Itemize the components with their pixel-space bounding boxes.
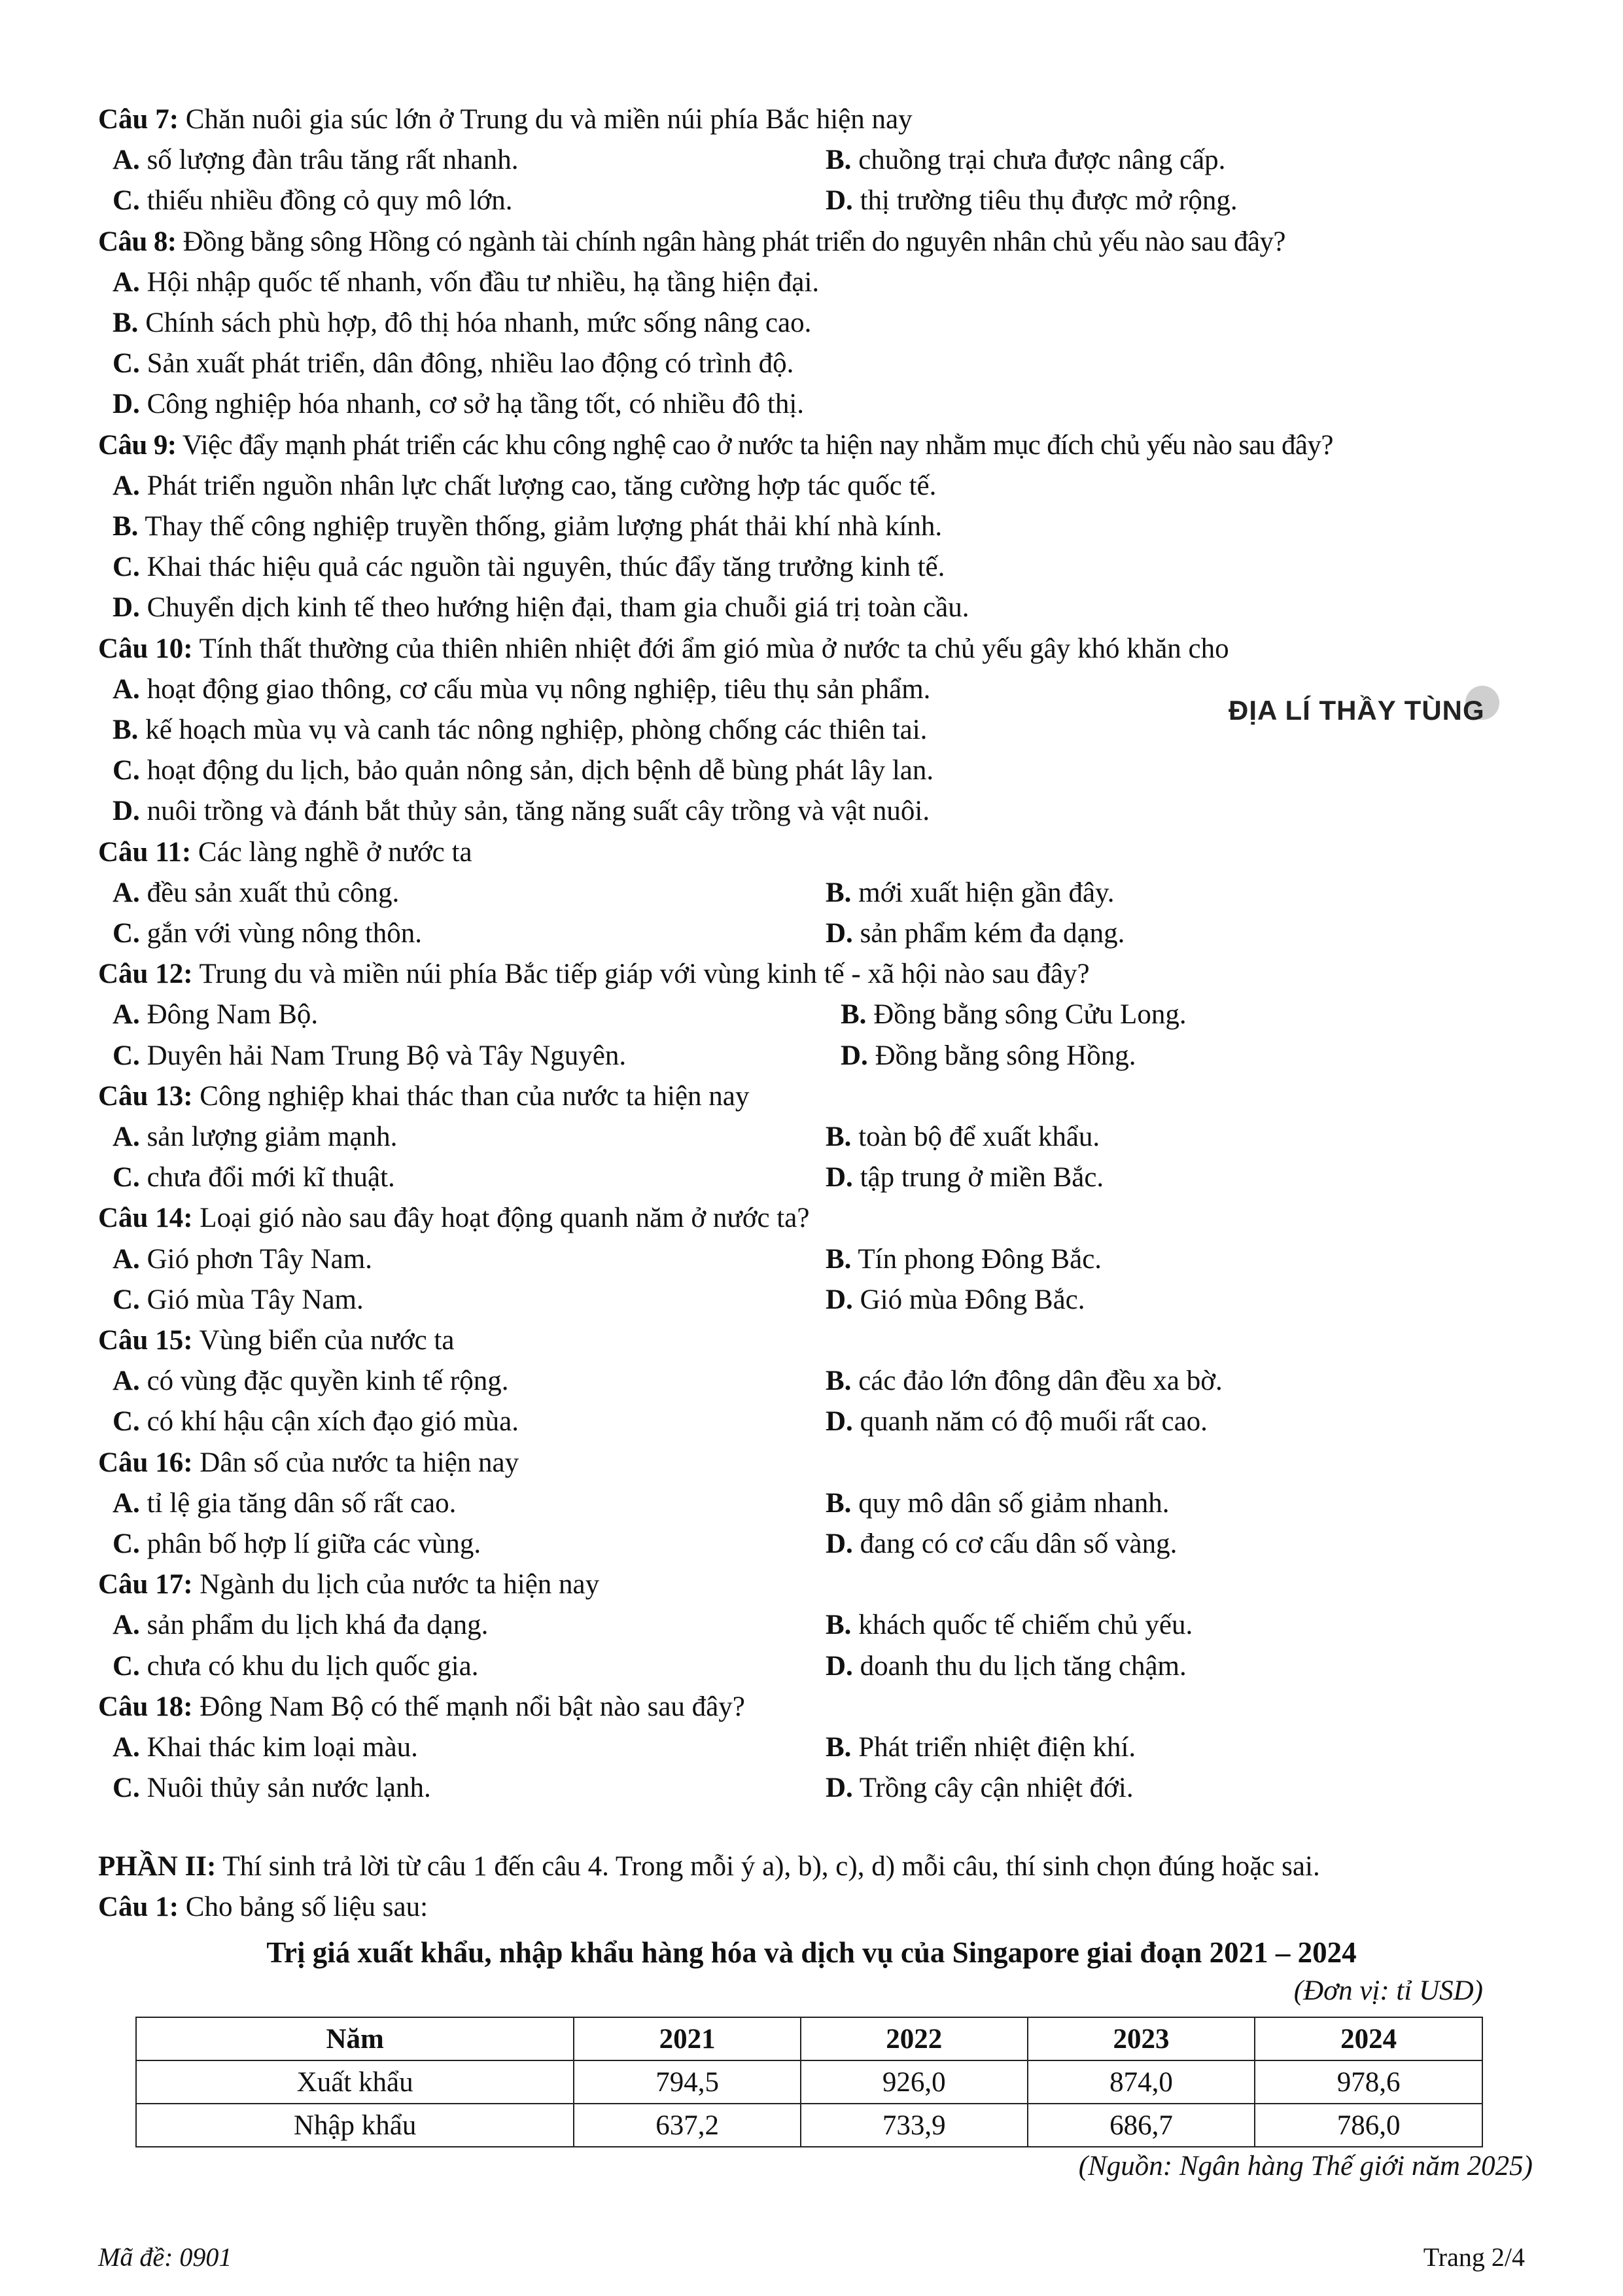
table-cell: Nhập khẩu <box>136 2104 574 2147</box>
option-label: B. <box>826 1732 852 1763</box>
watermark-text-1: ĐỊA LÍ <box>1229 695 1319 726</box>
answer-option <box>826 1117 1100 1157</box>
option-text: Gió mùa Đông Bắc. <box>852 1284 1085 1315</box>
table-cell: 786,0 <box>1255 2104 1482 2147</box>
option-text: tỉ lệ gia tăng dân số rất cao. <box>139 1487 457 1519</box>
question-stem <box>98 425 1333 466</box>
option-text: Công nghiệp hóa nhanh, cơ sở hạ tầng tốt, có nhiều đô thị. <box>139 389 805 420</box>
option-label: B. <box>826 877 852 908</box>
option-text: sản lượng giảm mạnh. <box>139 1122 398 1152</box>
question-stem <box>98 832 472 873</box>
answer-option <box>826 1483 1170 1524</box>
answer-option <box>113 1768 431 1809</box>
option-label: C. <box>113 1284 140 1315</box>
answer-option <box>826 1402 1208 1442</box>
question-text: Công nghiệp khai thác than của nước ta hiện nay <box>192 1080 750 1112</box>
question-number: Câu 18: <box>98 1691 193 1722</box>
option-text: Thay thế công nghiệp truyền thống, giảm lượng phát thải khí nhà kính. <box>138 511 943 542</box>
answer-option <box>113 1239 372 1280</box>
question-number: Câu 13: <box>98 1080 193 1112</box>
part2-heading <box>98 1846 1320 1887</box>
question-text: Đông Nam Bộ có thế mạnh nổi bật nào sau đây? <box>192 1691 745 1722</box>
table-unit: (Đơn vị: tỉ USD) <box>1293 1975 1483 2006</box>
option-text: doanh thu du lịch tăng chậm. <box>852 1650 1187 1682</box>
option-text: chưa đổi mới kĩ thuật. <box>139 1162 395 1193</box>
table-cell: 686,7 <box>1028 2104 1255 2147</box>
option-text: hoạt động du lịch, bảo quản nông sản, dịch bệnh dễ bùng phát lây lan. <box>139 755 934 786</box>
watermark-text-2: THẦY TÙNG <box>1319 695 1485 726</box>
option-text: hoạt động giao thông, cơ cấu mùa vụ nông nghiệp, tiêu thụ sản phẩm. <box>139 673 931 705</box>
option-text: các đảo lớn đông dân đều xa bờ. <box>851 1366 1223 1397</box>
header-cell: 2023 <box>1028 2017 1255 2060</box>
option-label: B. <box>113 511 139 542</box>
answer-option <box>113 995 318 1035</box>
question-stem <box>98 1687 745 1727</box>
option-text: Nuôi thủy sản nước lạnh. <box>139 1773 431 1804</box>
option-label: C. <box>113 552 140 583</box>
answer-option <box>841 1036 1136 1076</box>
answer-option <box>113 1524 481 1564</box>
header-cell: Năm <box>136 2017 574 2060</box>
table-source: (Nguồn: Ngân hàng Thế giới năm 2025) <box>1078 2151 1533 2181</box>
answer-option <box>826 1157 1104 1198</box>
option-text: đều sản xuất thủ công. <box>139 877 400 908</box>
answer-option <box>826 1768 1134 1809</box>
option-label: A. <box>113 673 140 705</box>
question-text: Trung du và miền núi phía Bắc tiếp giáp với vùng kinh tế - xã hội nào sau đây? <box>192 959 1090 990</box>
option-label: C. <box>113 1773 140 1804</box>
answer-option <box>113 344 794 384</box>
question-number: Câu 17: <box>98 1569 193 1600</box>
answer-option <box>113 751 934 791</box>
answer-option <box>113 384 804 425</box>
question-stem <box>98 1564 599 1605</box>
option-label: D. <box>826 1284 853 1315</box>
answer-option <box>113 1280 364 1320</box>
table-title: Trị giá xuất khẩu, nhập khẩu hàng hóa và dịch vụ của Singapore giai đoạn 2021 – 2024 <box>266 1936 1357 1969</box>
answer-option <box>113 1361 508 1402</box>
question-number: Câu 9: <box>98 429 177 461</box>
option-label: A. <box>113 145 140 176</box>
data-table <box>135 2017 1483 2147</box>
option-label: D. <box>826 1406 853 1438</box>
option-label: A. <box>113 266 140 298</box>
option-label: B. <box>841 999 867 1031</box>
option-label: C. <box>113 348 140 380</box>
question-text: Các làng nghề ở nước ta <box>191 836 472 868</box>
answer-option <box>113 1117 397 1157</box>
page-number: Trang 2/4 <box>1423 2242 1525 2272</box>
question-text: Đồng bằng sông Hồng có ngành tài chính ngân hàng phát triển do nguyên nhân chủ yếu nào sau đây? <box>176 226 1285 257</box>
option-text: phân bố hợp lí giữa các vùng. <box>139 1528 481 1559</box>
option-text: có khí hậu cận xích đạo gió mùa. <box>139 1406 519 1438</box>
option-text: gắn với vùng nông thôn. <box>139 918 423 949</box>
question-text: Ngành du lịch của nước ta hiện nay <box>192 1569 600 1600</box>
table-cell: 637,2 <box>574 2104 801 2147</box>
option-text: Hội nhập quốc tế nhanh, vốn đầu tư nhiều, hạ tầng hiện đại. <box>139 266 820 298</box>
question-text: Việc đẩy mạnh phát triển các khu công nghệ cao ở nước ta hiện nay nhằm mục đích chủ yếu nào sau đây? <box>176 429 1333 461</box>
answer-option <box>113 140 518 181</box>
question-stem <box>98 954 1090 995</box>
option-text: nuôi trồng và đánh bắt thủy sản, tăng năng suất cây trồng và vật nuôi. <box>139 796 930 827</box>
question-number: Câu 12: <box>98 959 193 990</box>
answer-option <box>113 1157 395 1198</box>
answer-option <box>113 1036 626 1076</box>
question-text: Dân số của nước ta hiện nay <box>192 1447 519 1478</box>
option-label: A. <box>113 1122 140 1152</box>
table-header-row <box>136 2017 1482 2060</box>
option-label: D. <box>826 1162 853 1193</box>
question-stem <box>98 629 1229 669</box>
option-text: Phát triển nhiệt điện khí. <box>851 1732 1136 1763</box>
question-number: Câu 16: <box>98 1447 193 1478</box>
table-cell: 733,9 <box>801 2104 1028 2147</box>
option-label: A. <box>113 1487 140 1519</box>
option-label: C. <box>113 1406 140 1438</box>
exam-code: Mã đề: 0901 <box>98 2242 232 2272</box>
option-label: D. <box>841 1040 868 1071</box>
option-text: Gió phơn Tây Nam. <box>139 1243 372 1275</box>
option-text: thiếu nhiều đồng cỏ quy mô lớn. <box>139 185 513 217</box>
option-label: A. <box>113 1366 140 1397</box>
answer-option <box>113 1483 456 1524</box>
option-text: quy mô dân số giảm nhanh. <box>851 1487 1170 1519</box>
option-text: Trồng cây cận nhiệt đới. <box>852 1773 1134 1804</box>
option-text: Chuyển dịch kinh tế theo hướng hiện đại, tham gia chuỗi giá trị toàn cầu. <box>139 592 969 624</box>
part2-q1-text: Cho bảng số liệu sau: <box>179 1892 428 1922</box>
answer-option <box>826 913 1125 954</box>
question-stem <box>98 1198 809 1239</box>
question-text: Vùng biển của nước ta <box>192 1325 455 1356</box>
option-text: tập trung ở miền Bắc. <box>852 1162 1104 1193</box>
header-cell: 2024 <box>1255 2017 1482 2060</box>
question-text: Chăn nuôi gia súc lớn ở Trung du và miền núi phía Bắc hiện nay <box>179 104 913 135</box>
question-number: Câu 15: <box>98 1325 193 1356</box>
option-label: C. <box>113 185 140 217</box>
answer-option <box>113 588 969 628</box>
question-number: Câu 11: <box>98 836 192 868</box>
option-text: sản phẩm kém đa dạng. <box>852 918 1125 949</box>
header-cell: 2022 <box>801 2017 1028 2060</box>
option-text: số lượng đàn trâu tăng rất nhanh. <box>139 145 519 176</box>
option-text: toàn bộ để xuất khẩu. <box>851 1122 1100 1152</box>
option-text: mới xuất hiện gần đây. <box>851 877 1115 908</box>
table-row <box>136 2060 1482 2104</box>
table-cell: Xuất khẩu <box>136 2060 574 2104</box>
watermark-logo <box>1229 695 1485 726</box>
option-text: Đồng bằng sông Hồng. <box>867 1040 1136 1071</box>
answer-option <box>113 262 819 303</box>
option-text: Đồng bằng sông Cửu Long. <box>866 999 1187 1031</box>
option-text: sản phẩm du lịch khá đa dạng. <box>139 1610 489 1641</box>
option-text: Phát triển nguồn nhân lực chất lượng cao, tăng cường hợp tác quốc tế. <box>139 470 937 501</box>
option-label: C. <box>113 1650 140 1682</box>
answer-option <box>113 1646 478 1687</box>
option-text: Gió mùa Tây Nam. <box>139 1284 364 1315</box>
answer-option <box>826 1646 1187 1687</box>
option-label: D. <box>826 1650 853 1682</box>
answer-option <box>826 1605 1193 1646</box>
option-label: A. <box>113 1610 140 1641</box>
option-label: D. <box>113 796 140 827</box>
question-stem <box>98 1076 749 1117</box>
answer-option <box>113 303 811 344</box>
option-label: B. <box>113 308 139 338</box>
option-text: có vùng đặc quyền kinh tế rộng. <box>139 1366 509 1397</box>
question-stem <box>98 1320 454 1361</box>
question-stem <box>98 1443 519 1483</box>
answer-option <box>826 1239 1102 1280</box>
table-cell: 874,0 <box>1028 2060 1255 2104</box>
option-label: B. <box>826 1366 852 1397</box>
part2-instruction: Thí sinh trả lời từ câu 1 đến câu 4. Trong mỗi ý a), b), c), d) mỗi câu, thí sinh chọn đúng hoặc sai. <box>216 1851 1320 1882</box>
option-label: C. <box>113 918 140 949</box>
option-text: Tín phong Đông Bắc. <box>851 1243 1102 1275</box>
answer-option <box>826 873 1115 913</box>
header-cell: 2021 <box>574 2017 801 2060</box>
option-text: khách quốc tế chiếm chủ yếu. <box>851 1610 1193 1641</box>
option-label: D. <box>826 1773 853 1804</box>
option-text: Khai thác hiệu quả các nguồn tài nguyên, thúc đẩy tăng trưởng kinh tế. <box>139 552 945 583</box>
question-number: Câu 14: <box>98 1203 193 1234</box>
option-label: A. <box>113 877 140 908</box>
option-label: A. <box>113 470 140 501</box>
question-text: Tính thất thường của thiên nhiên nhiệt đới ẩm gió mùa ở nước ta chủ yếu gây khó khăn cho <box>192 633 1229 664</box>
option-label: C. <box>113 755 140 786</box>
option-label: B. <box>826 1610 852 1641</box>
option-label: C. <box>113 1040 140 1071</box>
answer-option <box>113 1402 519 1442</box>
question-text: Loại gió nào sau đây hoạt động quanh năm ở nước ta? <box>192 1203 810 1234</box>
option-label: D. <box>113 592 140 624</box>
answer-option <box>113 466 936 506</box>
answer-option <box>113 181 513 221</box>
option-label: D. <box>826 918 853 949</box>
table-cell: 794,5 <box>574 2060 801 2104</box>
option-label: C. <box>113 1528 140 1559</box>
option-text: Khai thác kim loại màu. <box>139 1732 418 1763</box>
part2-q1-id: Câu 1: <box>98 1892 179 1922</box>
answer-option <box>113 1605 488 1646</box>
option-label: B. <box>826 1122 852 1152</box>
answer-option <box>113 710 927 751</box>
option-text: Đông Nam Bộ. <box>139 999 319 1031</box>
option-label: A. <box>113 999 140 1031</box>
option-text: chuồng trại chưa được nâng cấp. <box>851 145 1226 176</box>
option-label: B. <box>826 145 852 176</box>
part2-label: PHẦN II: <box>98 1851 217 1882</box>
option-text: chưa có khu du lịch quốc gia. <box>139 1650 479 1682</box>
table-row <box>136 2104 1482 2147</box>
option-text: kế hoạch mùa vụ và canh tác nông nghiệp, phòng chống các thiên tai. <box>138 715 928 745</box>
option-label: A. <box>113 1243 140 1275</box>
answer-option <box>113 669 930 710</box>
option-label: B. <box>826 1487 852 1519</box>
answer-option <box>113 791 930 832</box>
answer-option <box>826 1727 1136 1768</box>
answer-option <box>826 1280 1085 1320</box>
option-text: Sản xuất phát triển, dân đông, nhiều lao động có trình độ. <box>139 348 794 380</box>
answer-option <box>113 873 399 913</box>
table-cell: 926,0 <box>801 2060 1028 2104</box>
question-number: Câu 10: <box>98 633 193 664</box>
answer-option <box>826 1361 1223 1402</box>
option-label: B. <box>113 715 139 745</box>
question-number: Câu 8: <box>98 226 177 257</box>
answer-option <box>113 913 422 954</box>
option-text: Chính sách phù hợp, đô thị hóa nhanh, mức sống nâng cao. <box>138 308 812 338</box>
question-stem <box>98 222 1285 262</box>
answer-option <box>113 506 942 547</box>
option-label: C. <box>113 1162 140 1193</box>
answer-option <box>113 547 945 588</box>
option-label: B. <box>826 1243 852 1275</box>
option-text: đang có cơ cấu dân số vàng. <box>852 1528 1178 1559</box>
question-stem <box>98 99 913 140</box>
option-text: Duyên hải Nam Trung Bộ và Tây Nguyên. <box>139 1040 627 1071</box>
question-number: Câu 7: <box>98 104 179 135</box>
part2-question-1 <box>98 1887 428 1928</box>
option-label: D. <box>826 185 853 217</box>
table-cell: 978,6 <box>1255 2060 1482 2104</box>
answer-option <box>826 140 1225 181</box>
option-text: thị trường tiêu thụ được mở rộng. <box>852 185 1238 217</box>
option-label: A. <box>113 1732 140 1763</box>
answer-option <box>826 1524 1177 1564</box>
answer-option <box>826 181 1238 221</box>
answer-option <box>841 995 1187 1035</box>
answer-option <box>113 1727 418 1768</box>
option-text: quanh năm có độ muối rất cao. <box>852 1406 1208 1438</box>
option-label: D. <box>826 1528 853 1559</box>
option-label: D. <box>113 389 140 420</box>
